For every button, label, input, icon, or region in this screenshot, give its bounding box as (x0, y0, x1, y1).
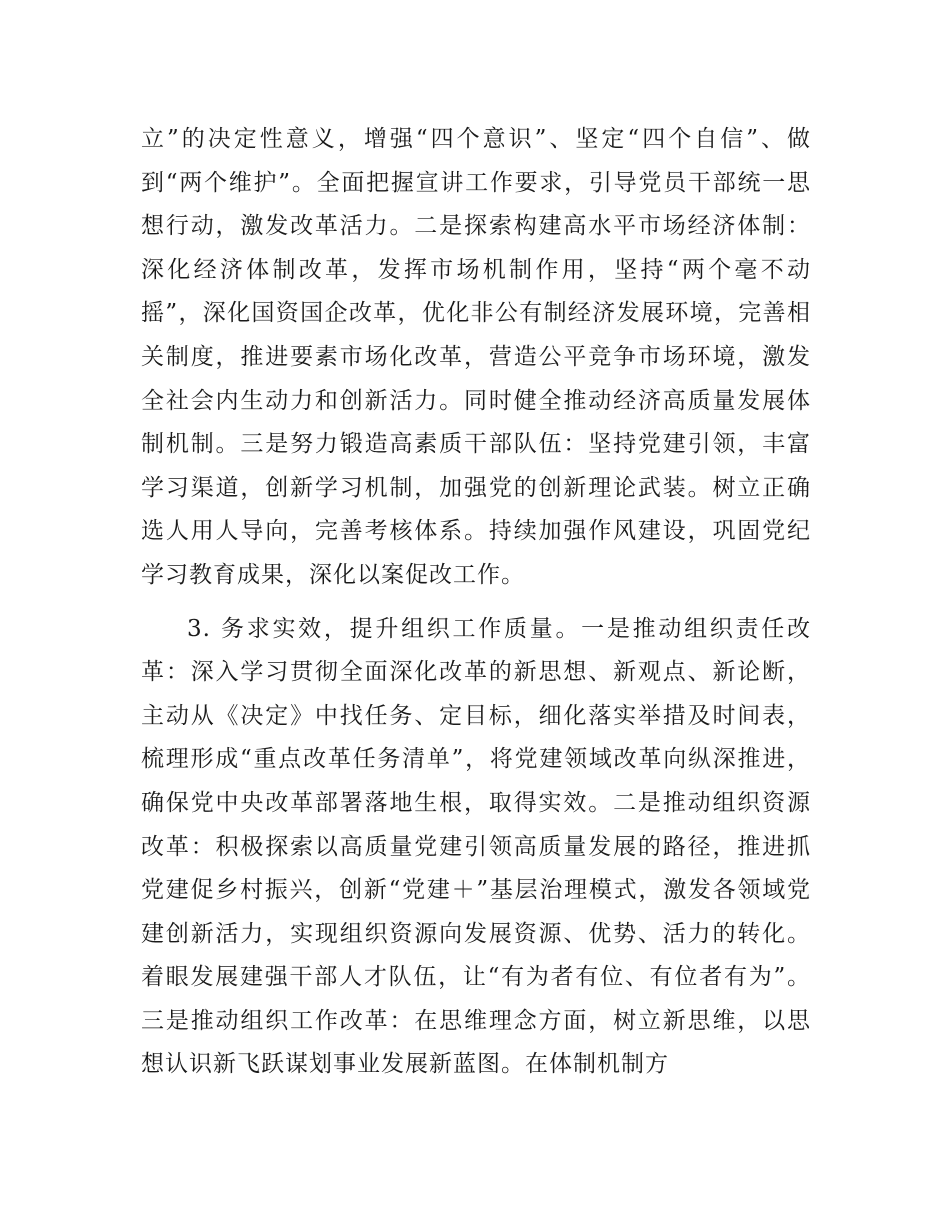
body-paragraph-section-3: 3. 务求实效，提升组织工作质量。一是推动组织责任改革：深入学习贯彻全面深化改革的新思想、新观点、新论断，主动从《决定》中找任务、定目标，细化落实举措及时间表，梳理形成“重点改革任务清单”，将党建领域改革向纵深推进，确保党中央改革部署落地生根，取得实效。二是推动组织资源改革：积极探索以高质量党建引领高质量发展的路径，推进抓党建促乡村振兴，创新“党建＋”基层治理模式，激发各领域党建创新活力，实现组织资源向发展资源、优势、活力的转化。着眼发展建强干部人才队伍，让“有为者有位、有位者有为”。三是推动组织工作改革：在思维理念方面，树立新思维，以思想认识新飞跃谋划事业发展新蓝图。在体制机制方 (141, 615, 811, 1078)
body-paragraph-continued: 立”的决定性意义，增强“四个意识”、坚定“四个自信”、做到“两个维护”。全面把握宣讲工作要求，引导党员干部统一思想行动，激发改革活力。二是探索构建高水平市场经济体制：深化经济体制改革，发挥市场机制作用，坚持“两个毫不动摇”，深化国资国企改革，优化非公有制经济发展环境，完善相关制度，推进要素市场化改革，营造公平竞争市场环境，激发全社会内生动力和创新活力。同时健全推动经济高质量发展体制机制。三是努力锻造高素质干部队伍：坚持党建引领，丰富学习渠道，创新学习机制，加强党的创新理论武装。树立正确选人用人导向，完善考核体系。持续加强作风建设，巩固党纪学习教育成果，深化以案促改工作。 (141, 126, 811, 588)
document-body (141, 118, 811, 1087)
